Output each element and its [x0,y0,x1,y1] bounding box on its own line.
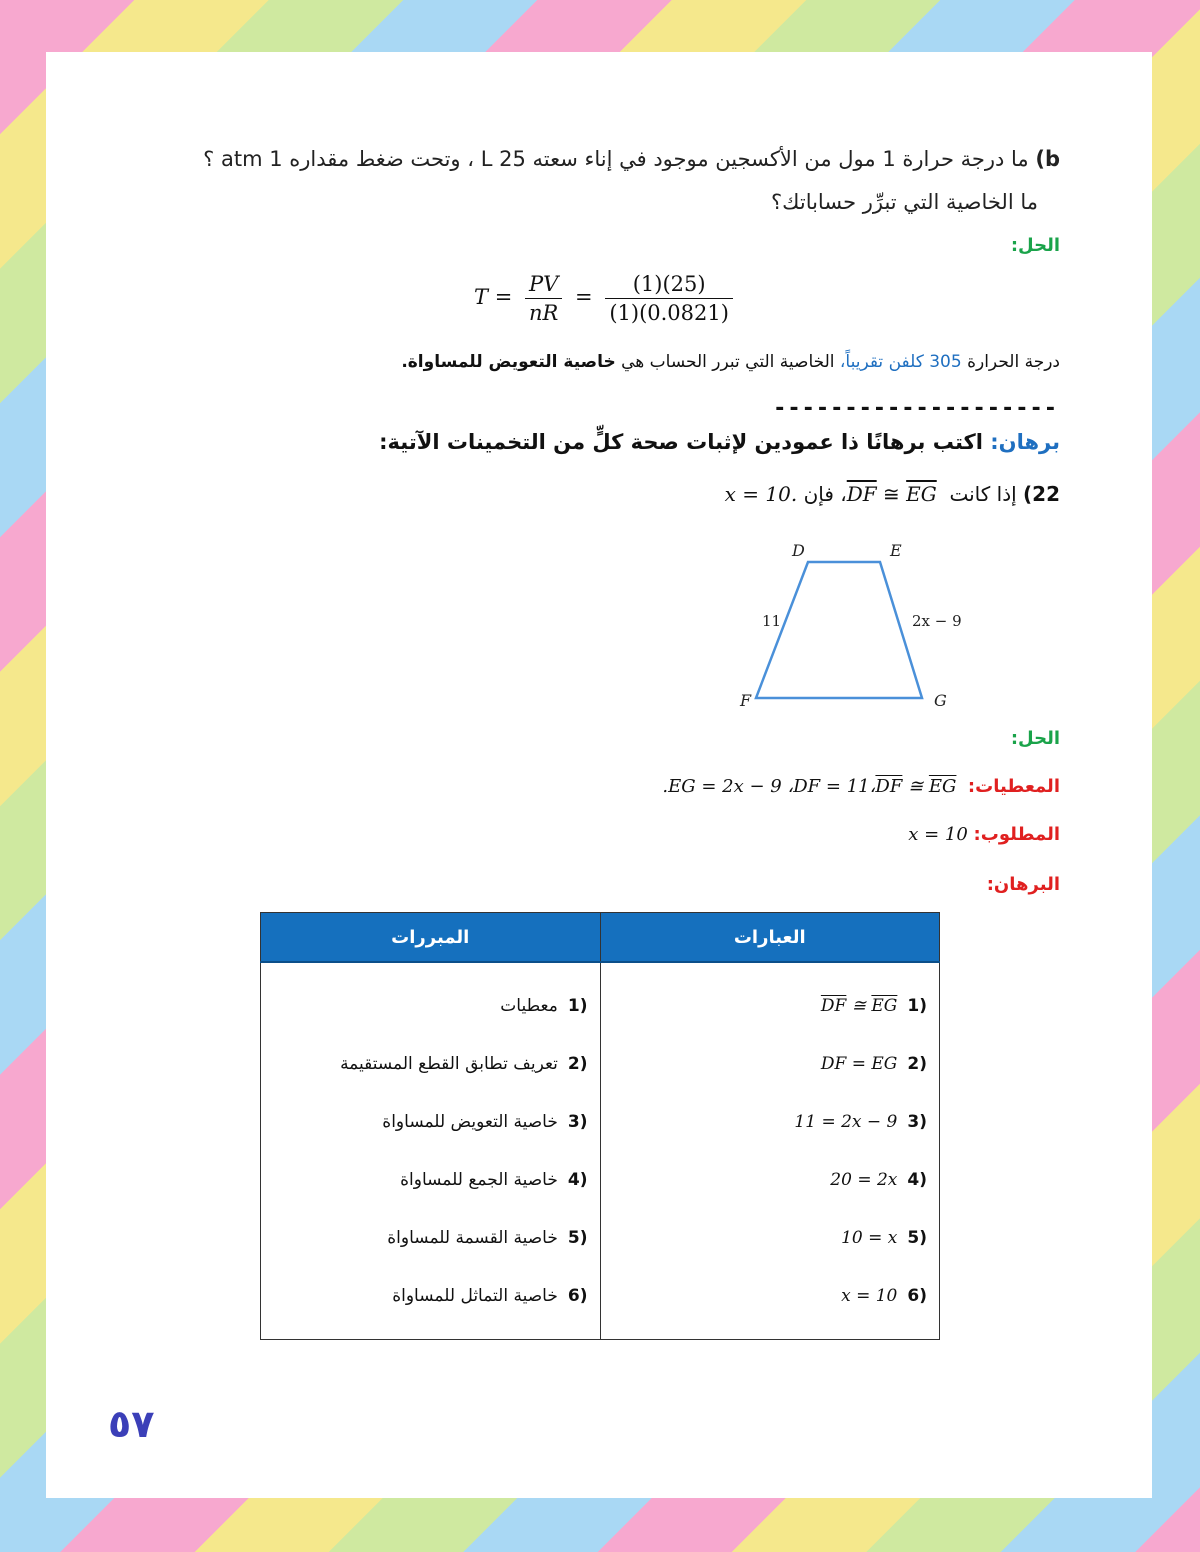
question-b-text1: ما درجة حرارة 1 مول من الأكسجين موجود في إناء سعته 25 L ، وتحت ضغط مقداره 1 atm ؟ [203,147,1029,171]
given-segment-eg: $\overline{EG}$ [928,776,957,797]
reason-2-number: (2 [567,1054,588,1074]
vertex-g: G [934,691,947,710]
result-prefix: درجة الحرارة [967,352,1060,372]
question-b [100,138,1060,267]
question-22-congruence [847,482,943,506]
fraction2-denominator: (1)(0.0821) [609,301,729,325]
statement-4 [613,1151,928,1209]
statements-column [600,962,940,1340]
question-22 [725,482,1060,506]
vertex-f: F [740,691,752,710]
given-segment-df: $\overline{DF}$ [875,776,903,797]
statement-5-text: 10 = x [841,1228,898,1248]
statement-4-text: 20 = 2x [830,1170,898,1190]
reason-4-text: خاصية الجمع للمساواة [400,1170,558,1190]
question-b-line2: ما الخاصية التي تبرِّر حساباتك؟ [771,190,1038,214]
reason-6-text: خاصية التماثل للمساواة [392,1286,558,1306]
page-number: ٥٧ [108,1402,155,1446]
trapezoid-shape [756,562,922,698]
reason-2 [273,1035,588,1093]
trapezoid-figure [736,534,986,714]
statement-5-number: (5 [907,1228,927,1248]
result-middle: الخاصية التي تبرر الحساب هي [621,352,835,372]
header-reasons: المبررات [261,913,601,963]
right-side-label: 2x − 9 [912,612,962,630]
given-rest: ،EG = 2x − 9 ،DF = 11. [662,776,876,797]
table-header-row [261,913,940,963]
proof-section-label: البرهان: [986,874,1060,895]
given-label: المعطيات: [967,776,1060,797]
statement-4-number: (4 [907,1170,927,1190]
statement-3 [613,1093,928,1151]
result-line [401,352,1060,372]
reason-3-text: خاصية التعويض للمساواة [382,1112,558,1132]
question-b-letter: b) [1035,147,1060,171]
proof-label: برهان: [990,430,1060,454]
formula-eq2: = [575,285,593,309]
statement-1-number: (1 [907,996,927,1016]
statement-6-number: (6 [907,1286,927,1306]
reason-3-number: (3 [567,1112,588,1132]
question-22-if: إذا كانت [949,482,1017,506]
reason-6-number: (6 [567,1286,588,1306]
given-cong-symbol: ≅ [908,776,924,797]
vertex-e: E [890,541,902,560]
statement-1 [613,977,928,1035]
statement-6-text: x = 10 [841,1286,898,1306]
statement-1-text: $\overline{DF}$ ≅ $\overline{EG}$ [820,996,898,1016]
page [46,52,1152,1498]
proof-instruction-text: اكتب برهانًا ذا عمودين لإثبات صحة كلٍّ من التخمينات الآتية: [379,430,983,454]
reason-5 [273,1209,588,1267]
required-line [908,824,1060,845]
reasons-column [261,962,601,1340]
statement-3-number: (3 [907,1112,927,1132]
solution-label: الحل: [1010,235,1060,256]
reason-5-text: خاصية القسمة للمساواة [387,1228,558,1248]
temperature-formula [474,272,739,325]
result-property: خاصية التعويض للمساواة. [401,352,616,372]
reason-6 [273,1267,588,1325]
segment-df: $\overline{DF}$ [846,482,877,506]
congruent-symbol: ≅ [883,482,900,506]
formula-lhs: T [474,285,489,309]
question-22-conclusion: x = 10. [724,482,798,506]
statement-2-text: DF = EG [820,1054,898,1074]
reason-1 [273,977,588,1035]
statement-2 [613,1035,928,1093]
required-label: المطلوب: [973,824,1060,845]
question-22-number: 22) [1023,482,1060,506]
question-b-line1 [100,138,1060,181]
separator-dashes: -------------------- [773,396,1058,421]
statement-6 [613,1267,928,1325]
statement-2-number: (2 [907,1054,927,1074]
header-statements: العبارات [600,913,940,963]
reason-1-text: معطيات [500,996,558,1016]
vertex-d: D [792,541,805,560]
reason-3 [273,1093,588,1151]
two-column-proof-table [260,912,940,1340]
required-value: x = 10 [908,824,968,845]
fraction-values [605,272,733,325]
result-unit: كلفن تقريباً، [839,352,924,372]
segment-eg: $\overline{EG}$ [906,482,937,506]
question-22-then: ، فإن [803,482,847,506]
reason-5-number: (5 [567,1228,588,1248]
proof-label-line [987,874,1060,895]
formula-eq1: = [494,285,513,309]
given-line [662,776,1060,797]
fraction1-numerator: PV [525,272,562,299]
fraction-pv-nr [525,272,562,325]
proof-instructions [379,430,1060,454]
reason-1-number: (1 [567,996,588,1016]
solution-label-2: الحل: [1010,728,1060,749]
statement-5 [613,1209,928,1267]
given-congruence [875,776,962,797]
reason-4-number: (4 [567,1170,588,1190]
reason-2-text: تعريف تطابق القطع المستقيمة [340,1054,558,1074]
fraction1-denominator: nR [529,301,559,325]
fraction2-numerator: (1)(25) [605,272,733,299]
statement-3-text: 11 = 2x − 9 [794,1112,898,1132]
result-value: 305 [929,352,962,372]
reason-4 [273,1151,588,1209]
left-side-label: 11 [762,612,782,630]
table-body-row [261,962,940,1340]
